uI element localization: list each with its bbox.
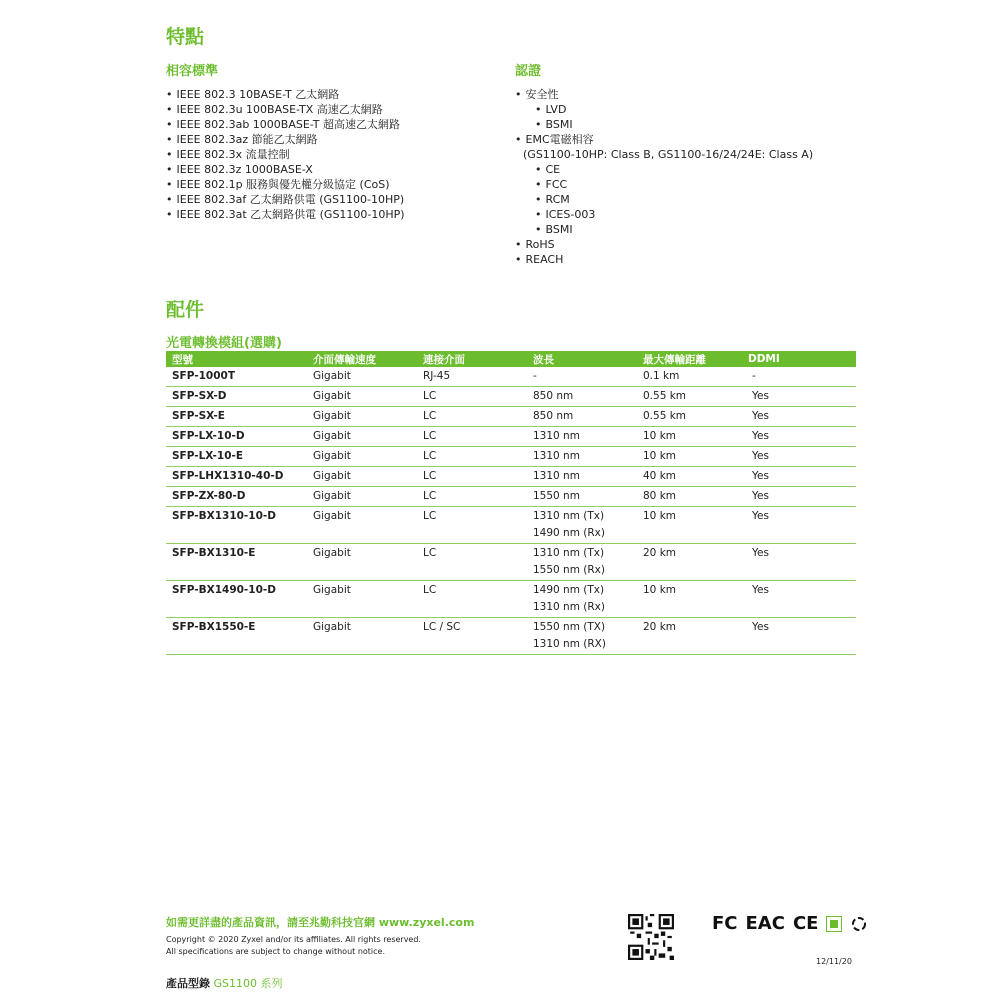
cell-distance: 0.55 km: [637, 387, 742, 407]
cell-model: SFP-ZX-80-D: [166, 487, 307, 507]
cert-subitem: • FCC: [515, 177, 845, 192]
wavelength-line: 1310 nm (Rx): [533, 601, 605, 613]
standard-item: • IEEE 802.3az 節能乙太網路: [166, 132, 496, 147]
cell-connector: LC: [417, 447, 527, 467]
table-row: [166, 618, 856, 655]
cert-subitem: • BSMI: [515, 222, 845, 237]
cell-speed: Gigabit: [307, 581, 417, 618]
cell-connector: LC: [417, 487, 527, 507]
copyright-text: Copyright © 2020 Zyxel and/or its affiliates. All rights reserved.: [166, 935, 421, 944]
cell-connector: RJ-45: [417, 367, 527, 387]
cert-item-safety: • 安全性: [515, 87, 845, 102]
table-row: [166, 427, 856, 447]
wavelength-line: 850 nm: [533, 410, 574, 422]
cell-wavelength: [527, 367, 637, 387]
cell-connector: LC: [417, 467, 527, 487]
wavelength-line: 1490 nm (Rx): [533, 527, 605, 539]
cell-wavelength: [527, 387, 637, 407]
qr-code-icon: [628, 914, 674, 960]
table-row: [166, 507, 856, 544]
column-header: 波長: [527, 351, 637, 367]
spec-note-text: All specifications are subject to change without notice.: [166, 947, 386, 956]
cell-model: SFP-BX1310-10-D: [166, 507, 307, 544]
cell-ddmi: Yes: [742, 447, 856, 467]
cell-wavelength: [527, 544, 637, 581]
cell-connector: LC: [417, 387, 527, 407]
cell-speed: Gigabit: [307, 467, 417, 487]
table-row: [166, 487, 856, 507]
cell-distance: 40 km: [637, 467, 742, 487]
table-row: [166, 581, 856, 618]
cell-wavelength: [527, 447, 637, 467]
footer-brand: [166, 975, 283, 991]
wavelength-line: -: [533, 370, 537, 382]
cell-distance: 0.55 km: [637, 407, 742, 427]
column-header: 連接介面: [417, 351, 527, 367]
table-row: [166, 367, 856, 387]
cert-item: • RoHS: [515, 237, 845, 252]
cert-item: • REACH: [515, 252, 845, 267]
features-title: 特點: [166, 26, 205, 48]
cell-wavelength: [527, 487, 637, 507]
standard-item: • IEEE 802.3u 100BASE-TX 高速乙太網路: [166, 102, 496, 117]
cell-model: SFP-SX-D: [166, 387, 307, 407]
table-row: [166, 447, 856, 467]
certifications-column: [515, 60, 845, 267]
standard-item: • IEEE 802.1p 服務與優先權分級協定 (CoS): [166, 177, 496, 192]
footer-copyright-block: [166, 934, 421, 958]
cell-connector: LC: [417, 427, 527, 447]
cell-speed: Gigabit: [307, 618, 417, 655]
cell-wavelength: [527, 507, 637, 544]
column-header: 型號: [166, 351, 307, 367]
cell-ddmi: Yes: [742, 387, 856, 407]
standards-heading: 相容標準: [166, 64, 219, 79]
standard-item: • IEEE 802.3 10BASE-T 乙太網路: [166, 87, 496, 102]
cell-ddmi: Yes: [742, 581, 856, 618]
cell-connector: LC: [417, 407, 527, 427]
table-row: [166, 544, 856, 581]
standard-item: • IEEE 802.3at 乙太網路供電 (GS1100-10HP): [166, 207, 496, 222]
cell-connector: LC: [417, 507, 527, 544]
brand-series: GS1100 系列: [213, 977, 283, 990]
wavelength-line: 1310 nm: [533, 470, 580, 482]
standard-item: • IEEE 802.3af 乙太網路供電 (GS1100-10HP): [166, 192, 496, 207]
cell-model: SFP-LHX1310-40-D: [166, 467, 307, 487]
cell-wavelength: [527, 467, 637, 487]
cert-item-emc: • EMC電磁相容: [515, 132, 845, 147]
wavelength-line: 1550 nm (Rx): [533, 564, 605, 576]
cell-connector: LC: [417, 544, 527, 581]
cert-subitem: • RCM: [515, 192, 845, 207]
accessories-title: 配件: [166, 299, 205, 321]
ce-mark-icon: CE: [792, 913, 819, 934]
cell-model: SFP-LX-10-E: [166, 447, 307, 467]
cell-speed: Gigabit: [307, 544, 417, 581]
column-header: DDMI: [742, 351, 856, 367]
document-date: 12/11/20: [816, 957, 852, 966]
cell-model: SFP-1000T: [166, 367, 307, 387]
wavelength-line: 1310 nm (Tx): [533, 510, 605, 522]
cell-ddmi: Yes: [742, 487, 856, 507]
cell-model: SFP-LX-10-D: [166, 427, 307, 447]
table-row: [166, 467, 856, 487]
cell-ddmi: Yes: [742, 544, 856, 581]
cell-model: SFP-BX1490-10-D: [166, 581, 307, 618]
standards-list: [166, 87, 496, 222]
certification-marks: [712, 913, 868, 934]
cell-ddmi: Yes: [742, 618, 856, 655]
weee-mark-icon: [826, 916, 842, 932]
column-header: 介面傳輸速度: [307, 351, 417, 367]
certifications-heading: 認證: [515, 64, 542, 79]
cell-model: SFP-SX-E: [166, 407, 307, 427]
cell-connector: LC / SC: [417, 618, 527, 655]
column-header: 最大傳輸距離: [637, 351, 742, 367]
cell-speed: Gigabit: [307, 427, 417, 447]
wavelength-line: 1310 nm (RX): [533, 638, 606, 650]
cell-speed: Gigabit: [307, 407, 417, 427]
table-row: [166, 387, 856, 407]
cell-ddmi: Yes: [742, 507, 856, 544]
certifications-list: [515, 87, 845, 267]
wavelength-line: 850 nm: [533, 390, 574, 402]
wavelength-line: 1550 nm: [533, 490, 580, 502]
cell-ddmi: Yes: [742, 427, 856, 447]
wavelength-line: 1310 nm: [533, 430, 580, 442]
brand-label: 產品型錄: [166, 977, 210, 990]
cell-ddmi: -: [742, 367, 856, 387]
cert-subitem: • BSMI: [515, 117, 845, 132]
cell-model: SFP-BX1310-E: [166, 544, 307, 581]
cell-wavelength: [527, 407, 637, 427]
eac-mark-icon: EAC: [745, 913, 785, 934]
wavelength-line: 1550 nm (TX): [533, 621, 606, 633]
standards-column: [166, 60, 496, 222]
wavelength-line: 1490 nm (Tx): [533, 584, 605, 596]
table-row: [166, 407, 856, 427]
cell-speed: Gigabit: [307, 447, 417, 467]
wavelength-line: 1310 nm (Tx): [533, 547, 605, 559]
standard-item: • IEEE 802.3ab 1000BASE-T 超高速乙太網路: [166, 117, 496, 132]
cell-wavelength: [527, 618, 637, 655]
cell-speed: Gigabit: [307, 487, 417, 507]
recycle-icon: [850, 915, 868, 933]
cell-model: SFP-BX1550-E: [166, 618, 307, 655]
footer-info: 如需更詳盡的產品資訊，請至兆勤科技官網 www.zyxel.com: [166, 916, 475, 929]
cell-distance: 80 km: [637, 487, 742, 507]
cert-subitem: • LVD: [515, 102, 845, 117]
sfp-table: [166, 351, 856, 655]
cell-distance: 10 km: [637, 581, 742, 618]
standard-item: • IEEE 802.3z 1000BASE-X: [166, 162, 496, 177]
cell-connector: LC: [417, 581, 527, 618]
cell-speed: Gigabit: [307, 387, 417, 407]
cert-emc-note: (GS1100-10HP: Class B, GS1100-16/24/24E: Class A): [523, 148, 814, 161]
cell-distance: 10 km: [637, 447, 742, 467]
standard-item: • IEEE 802.3x 流量控制: [166, 147, 496, 162]
cell-ddmi: Yes: [742, 467, 856, 487]
cell-wavelength: [527, 427, 637, 447]
cell-ddmi: Yes: [742, 407, 856, 427]
cell-distance: 20 km: [637, 544, 742, 581]
cell-speed: Gigabit: [307, 507, 417, 544]
cell-distance: 10 km: [637, 427, 742, 447]
cell-distance: 0.1 km: [637, 367, 742, 387]
fcc-mark-icon: FC: [712, 913, 738, 934]
cell-speed: Gigabit: [307, 367, 417, 387]
cell-distance: 20 km: [637, 618, 742, 655]
cell-distance: 10 km: [637, 507, 742, 544]
cert-subitem: • CE: [515, 162, 845, 177]
cert-subitem: • ICES-003: [515, 207, 845, 222]
wavelength-line: 1310 nm: [533, 450, 580, 462]
table-header-row: [166, 351, 856, 367]
sfp-subtitle: 光電轉換模組(選購): [166, 336, 282, 351]
cell-wavelength: [527, 581, 637, 618]
